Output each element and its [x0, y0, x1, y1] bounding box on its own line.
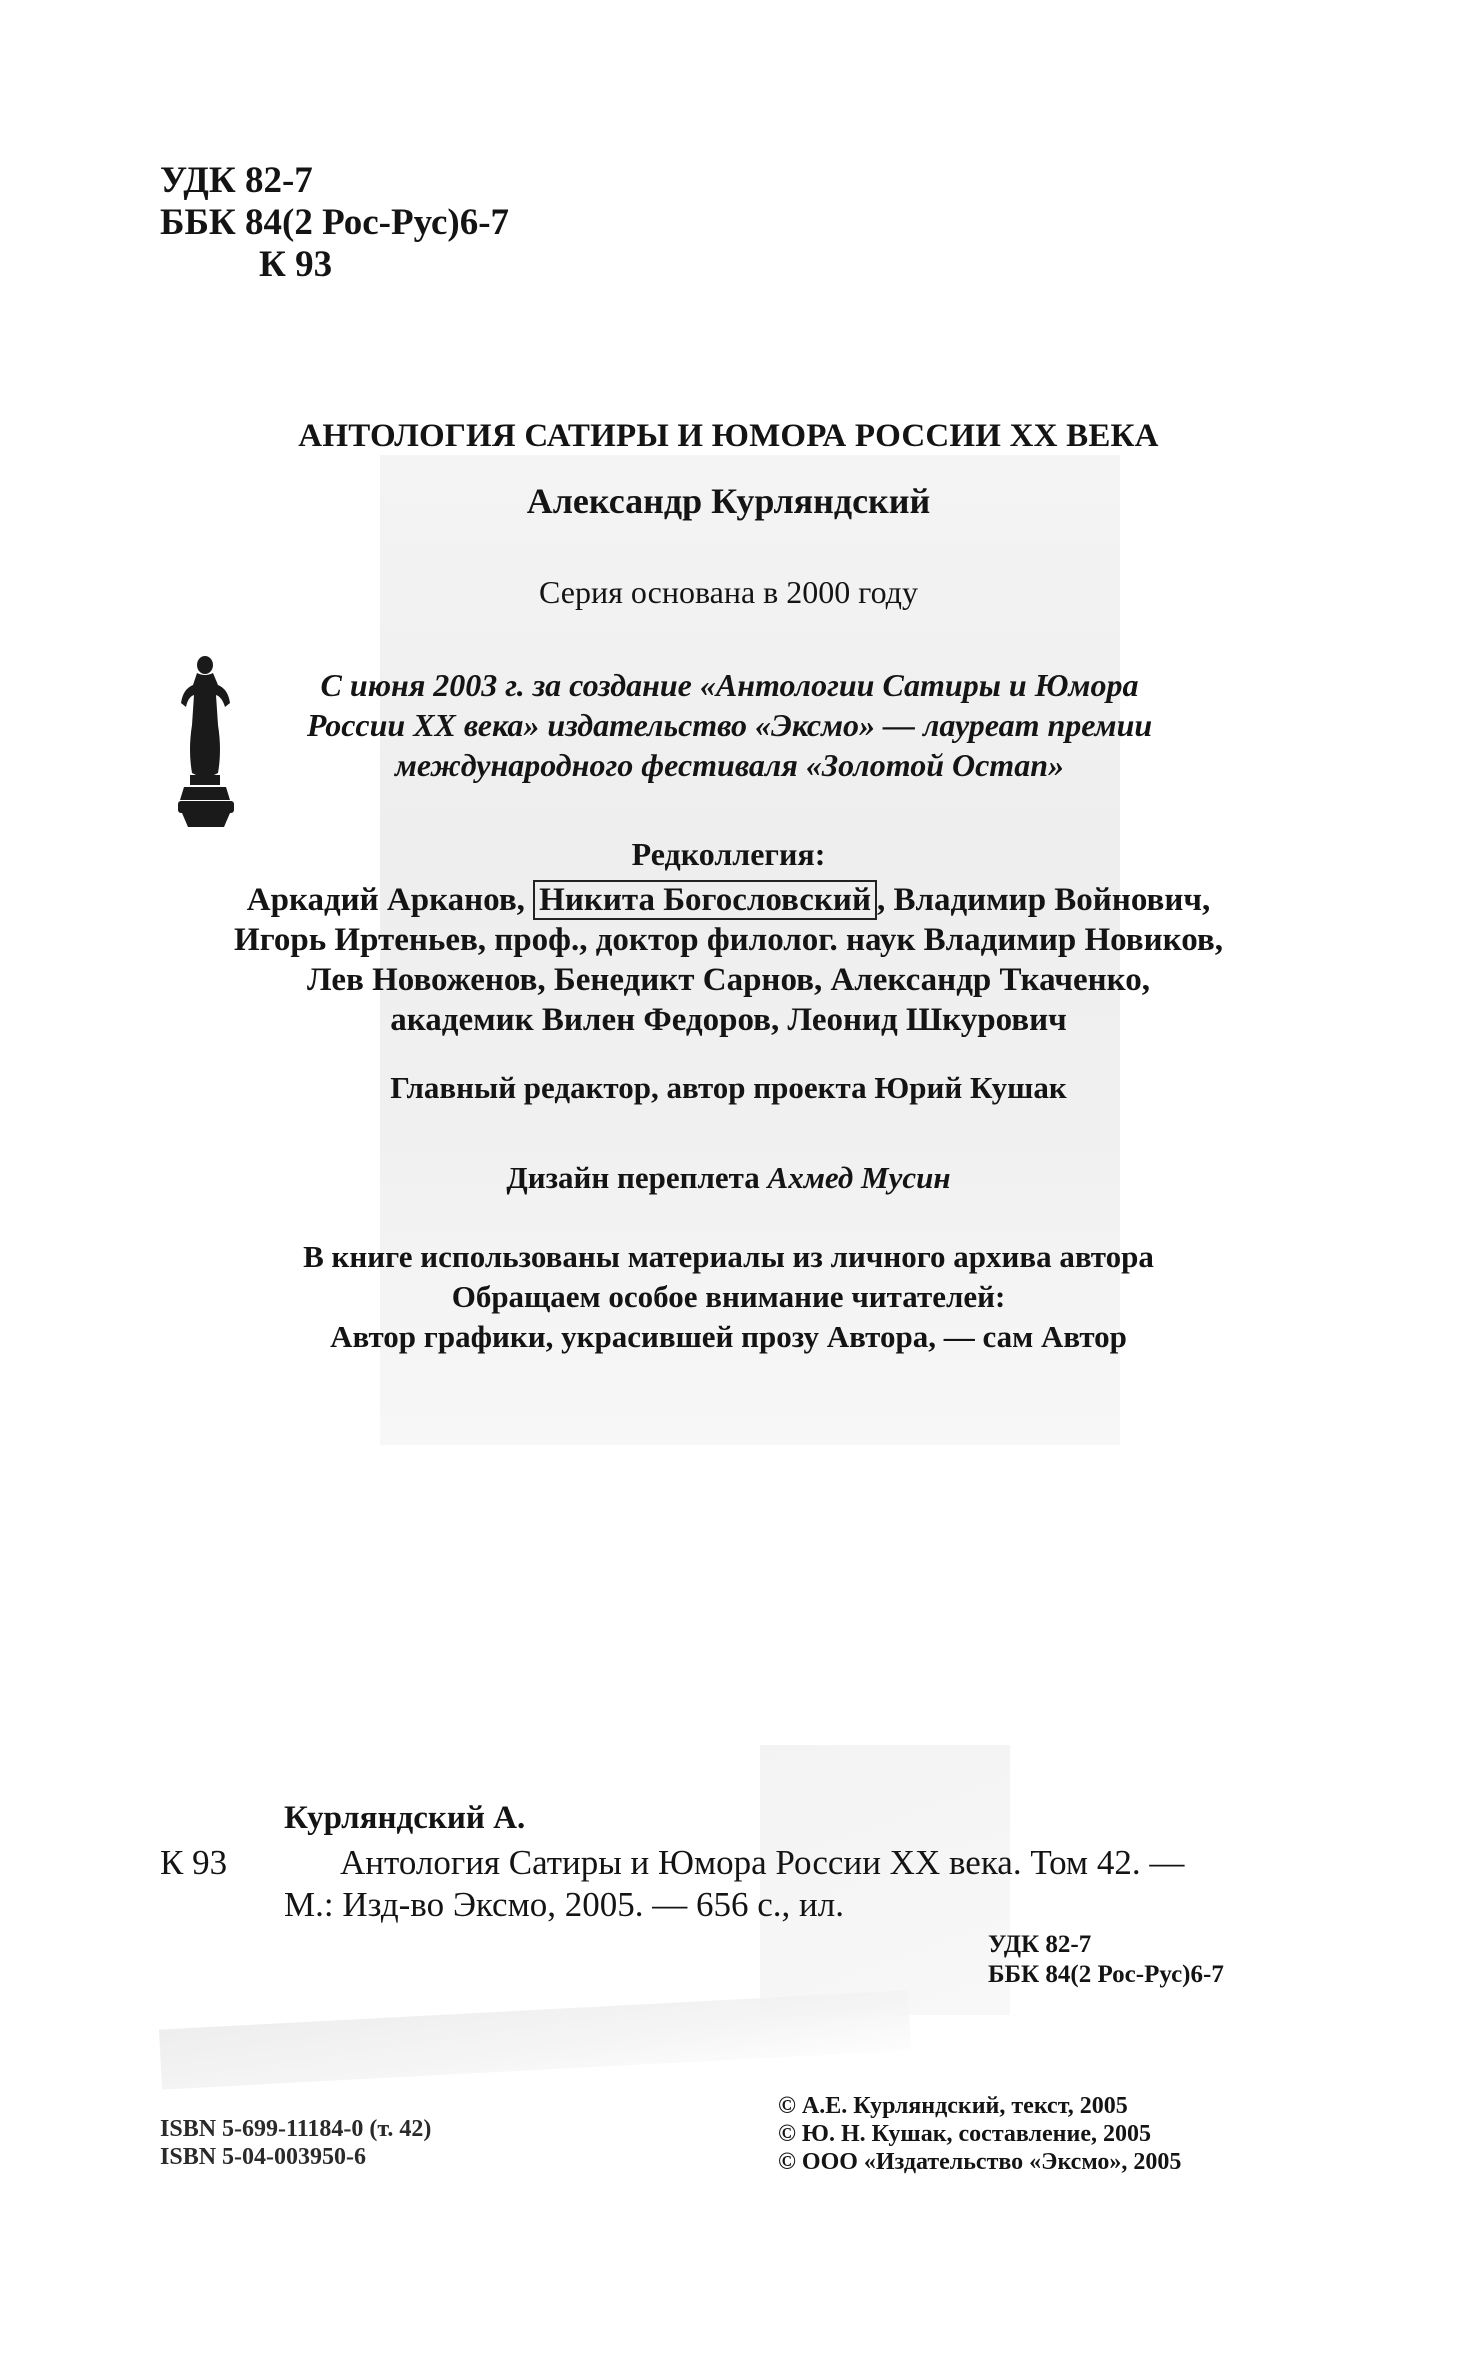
- board-line-1: [0, 880, 1457, 920]
- editorial-board-members: [0, 880, 1457, 1040]
- copyright-block: [778, 2092, 1181, 2176]
- notes-block: [0, 1237, 1457, 1357]
- note-line: Автор графики, украсившей прозу Автора, — сам Автор: [330, 1319, 1127, 1354]
- copyright-line: © ООО «Издательство «Эксмо», 2005: [778, 2149, 1182, 2175]
- editorial-board-title: Редколлегия:: [631, 836, 826, 872]
- note-line: Обращаем особое внимание читателей:: [451, 1279, 1006, 1314]
- award-line: России XX века» издательство «Эксмо» — лауреат премии: [306, 707, 1153, 743]
- design-label: Дизайн переплета: [506, 1160, 768, 1195]
- catalog-card-code: К 93: [160, 1843, 228, 1882]
- series-founded: Серия основана в 2000 году: [539, 574, 918, 610]
- scan-streak: [159, 1990, 911, 2089]
- bbk-code: ББК 84(2 Рос-Рус)6-7: [160, 202, 510, 243]
- award-note: [262, 665, 1197, 785]
- author-mark: К 93: [259, 244, 333, 285]
- isbn-line: ISBN 5-699-11184-0 (т. 42): [160, 2116, 432, 2142]
- catalog-card-imprint: М.: Изд-во Эксмо, 2005. — 656 с., ил.: [284, 1885, 844, 1924]
- catalog-card-author: Курляндский А.: [284, 1800, 526, 1836]
- isbn-block: [160, 2115, 431, 2171]
- award-line: С июня 2003 г. за создание «Антологии Сатиры и Юмора: [320, 667, 1139, 703]
- catalog-udk: УДК 82-7: [988, 1931, 1092, 1958]
- isbn-line: ISBN 5-04-003950-6: [160, 2144, 367, 2170]
- udk-code: УДК 82-7: [160, 160, 313, 201]
- catalog-card-title: Антология Сатиры и Юмора России XX века. Том 42. —: [340, 1843, 1185, 1882]
- classification-block: [160, 160, 509, 286]
- copyright-line: © Ю. Н. Кушак, составление, 2005: [778, 2121, 1151, 2147]
- chief-editor: Главный редактор, автор проекта Юрий Кушак: [390, 1070, 1067, 1105]
- catalog-card-classification: [988, 1930, 1224, 1990]
- board-line-3: Лев Новоженов, Бенедикт Сарнов, Александр Ткаченко,: [307, 962, 1150, 998]
- catalog-bbk: ББК 84(2 Рос-Рус)6-7: [988, 1961, 1224, 1988]
- board-line-4: академик Вилен Федоров, Леонид Шкурович: [390, 1002, 1067, 1038]
- cover-design-credit: [0, 1160, 1457, 1196]
- designer-name: Ахмед Мусин: [767, 1160, 951, 1195]
- copyright-line: © А.Е. Курляндский, текст, 2005: [778, 2093, 1128, 2119]
- golden-ostap-statuette-icon: [178, 655, 248, 830]
- board-line-2: Игорь Иртеньев, проф., доктор филолог. наук Владимир Новиков,: [234, 922, 1223, 958]
- award-line: международного фестиваля «Золотой Остап»: [395, 747, 1064, 783]
- note-line: В книге использованы материалы из личного архива автора: [303, 1239, 1154, 1274]
- boxed-name: Никита Богословский: [533, 880, 877, 920]
- board-names-a: Аркадий Арканов,: [246, 882, 534, 918]
- board-names-b: , Владимир Войнович,: [876, 882, 1211, 918]
- author-name: Александр Курляндский: [526, 481, 931, 521]
- anthology-title: АНТОЛОГИЯ САТИРЫ И ЮМОРА РОССИИ XX ВЕКА: [298, 418, 1159, 454]
